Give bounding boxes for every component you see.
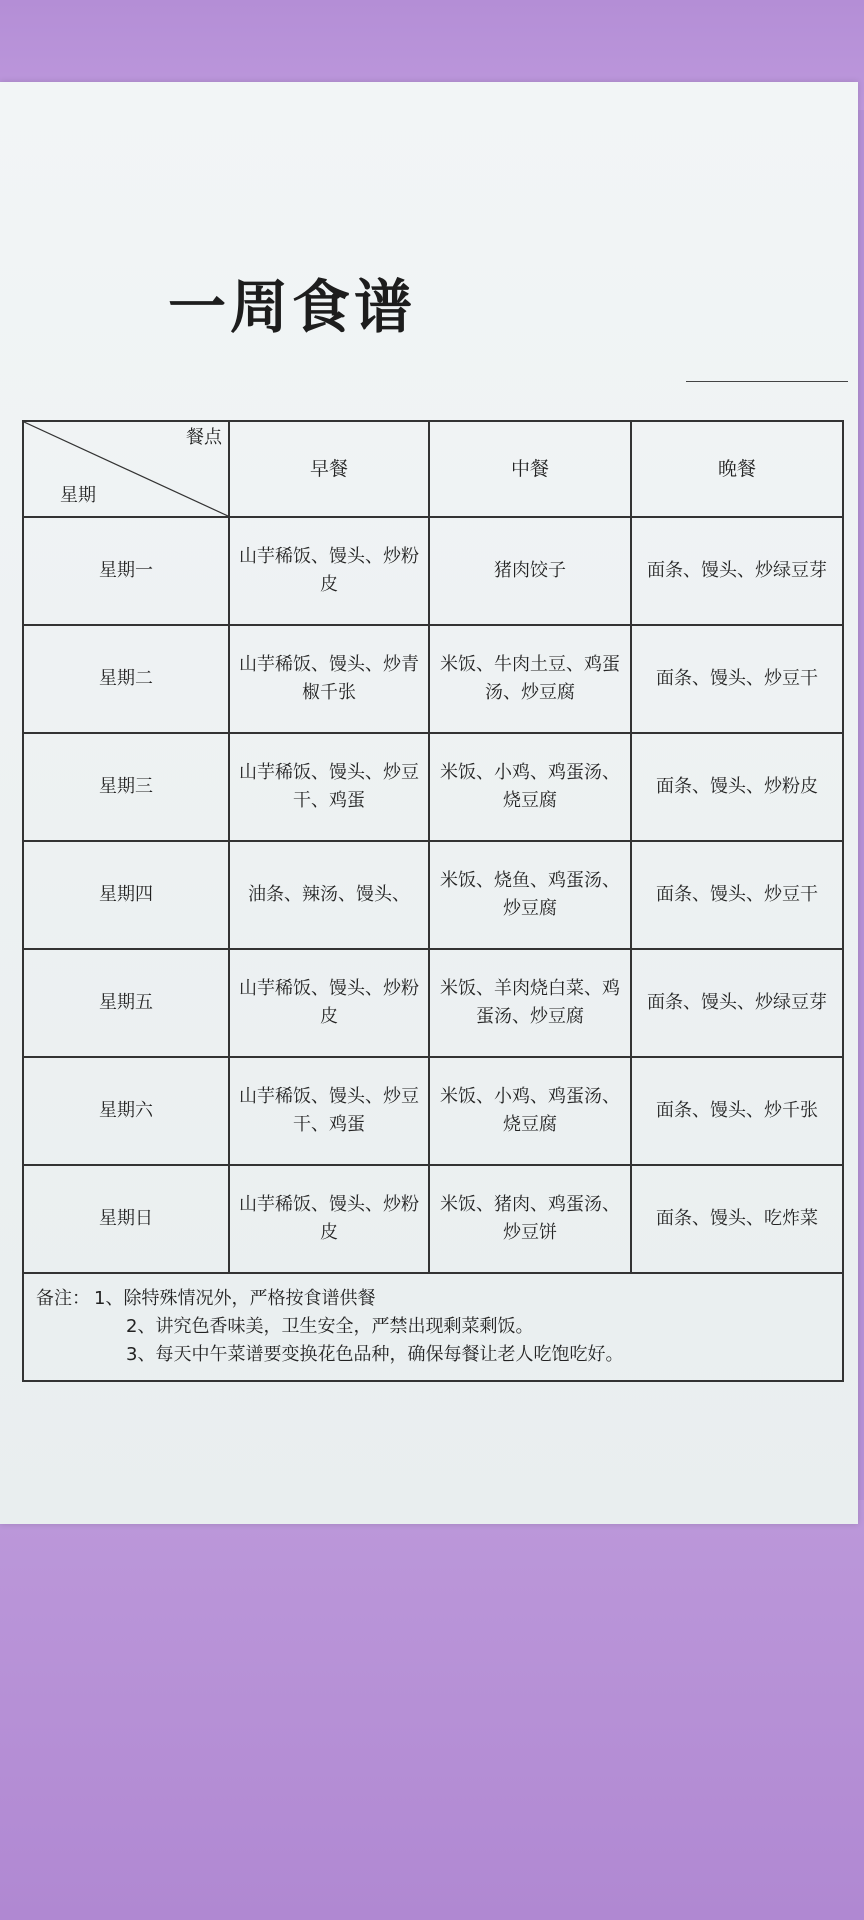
table-row — [23, 841, 843, 949]
note-indent — [32, 1313, 126, 1341]
lunch-cell: 猪肉饺子 — [429, 517, 631, 625]
day-cell: 星期三 — [23, 733, 229, 841]
header-breakfast: 早餐 — [229, 421, 429, 517]
breakfast-cell: 油条、辣汤、馒头、 — [229, 841, 429, 949]
weekly-menu-table — [22, 420, 844, 1382]
breakfast-cell: 山芋稀饭、馒头、炒豆干、鸡蛋 — [229, 733, 429, 841]
notes-cell — [23, 1273, 843, 1381]
note-line — [32, 1313, 834, 1341]
table-row — [23, 517, 843, 625]
table-row — [23, 1057, 843, 1165]
page-title: 一周食谱 — [167, 273, 416, 341]
corner-header-cell — [23, 421, 229, 517]
corner-label-day: 星期 — [60, 485, 96, 506]
note-item: 1、除特殊情况外，严格按食谱供餐 — [94, 1288, 376, 1309]
table-row — [23, 949, 843, 1057]
lunch-cell: 米饭、牛肉土豆、鸡蛋汤、炒豆腐 — [429, 625, 631, 733]
lunch-cell: 米饭、小鸡、鸡蛋汤、烧豆腐 — [429, 1057, 631, 1165]
table-row — [23, 625, 843, 733]
breakfast-cell: 山芋稀饭、馒头、炒豆干、鸡蛋 — [229, 1057, 429, 1165]
breakfast-cell: 山芋稀饭、馒头、炒粉皮 — [229, 1165, 429, 1273]
dinner-cell: 面条、馒头、炒粉皮 — [631, 733, 843, 841]
lunch-cell: 米饭、小鸡、鸡蛋汤、烧豆腐 — [429, 733, 631, 841]
notes-row — [23, 1273, 843, 1381]
note-line — [32, 1285, 834, 1313]
corner-label-meal: 餐点 — [186, 427, 222, 448]
day-cell: 星期一 — [23, 517, 229, 625]
lunch-cell: 米饭、猪肉、鸡蛋汤、炒豆饼 — [429, 1165, 631, 1273]
lunch-cell: 米饭、烧鱼、鸡蛋汤、炒豆腐 — [429, 841, 631, 949]
day-cell: 星期六 — [23, 1057, 229, 1165]
day-cell: 星期二 — [23, 625, 229, 733]
note-item: 2、讲究色香味美，卫生安全，严禁出现剩菜剩饭。 — [126, 1316, 534, 1337]
note-line — [32, 1341, 834, 1369]
lunch-cell: 米饭、羊肉烧白菜、鸡蛋汤、炒豆腐 — [429, 949, 631, 1057]
breakfast-cell: 山芋稀饭、馒头、炒粉皮 — [229, 949, 429, 1057]
dinner-cell: 面条、馒头、炒豆干 — [631, 625, 843, 733]
dinner-cell: 面条、馒头、炒豆干 — [631, 841, 843, 949]
day-cell: 星期日 — [23, 1165, 229, 1273]
dinner-cell: 面条、馒头、炒绿豆芽 — [631, 949, 843, 1057]
breakfast-cell: 山芋稀饭、馒头、炒青椒千张 — [229, 625, 429, 733]
note-indent — [32, 1341, 126, 1369]
note-item: 3、每天中午菜谱要变换花色品种，确保每餐让老人吃饱吃好。 — [126, 1344, 624, 1365]
dinner-cell: 面条、馒头、炒绿豆芽 — [631, 517, 843, 625]
header-lunch: 中餐 — [429, 421, 631, 517]
table-row — [23, 733, 843, 841]
day-cell: 星期五 — [23, 949, 229, 1057]
header-row — [23, 421, 843, 517]
table-row — [23, 1165, 843, 1273]
notes-label: 备注： — [36, 1288, 90, 1309]
background-bottom — [0, 1500, 864, 1920]
day-cell: 星期四 — [23, 841, 229, 949]
header-dinner: 晚餐 — [631, 421, 843, 517]
dinner-cell: 面条、馒头、吃炸菜 — [631, 1165, 843, 1273]
breakfast-cell: 山芋稀饭、馒头、炒粉皮 — [229, 517, 429, 625]
signature-line — [686, 381, 848, 382]
dinner-cell: 面条、馒头、炒千张 — [631, 1057, 843, 1165]
